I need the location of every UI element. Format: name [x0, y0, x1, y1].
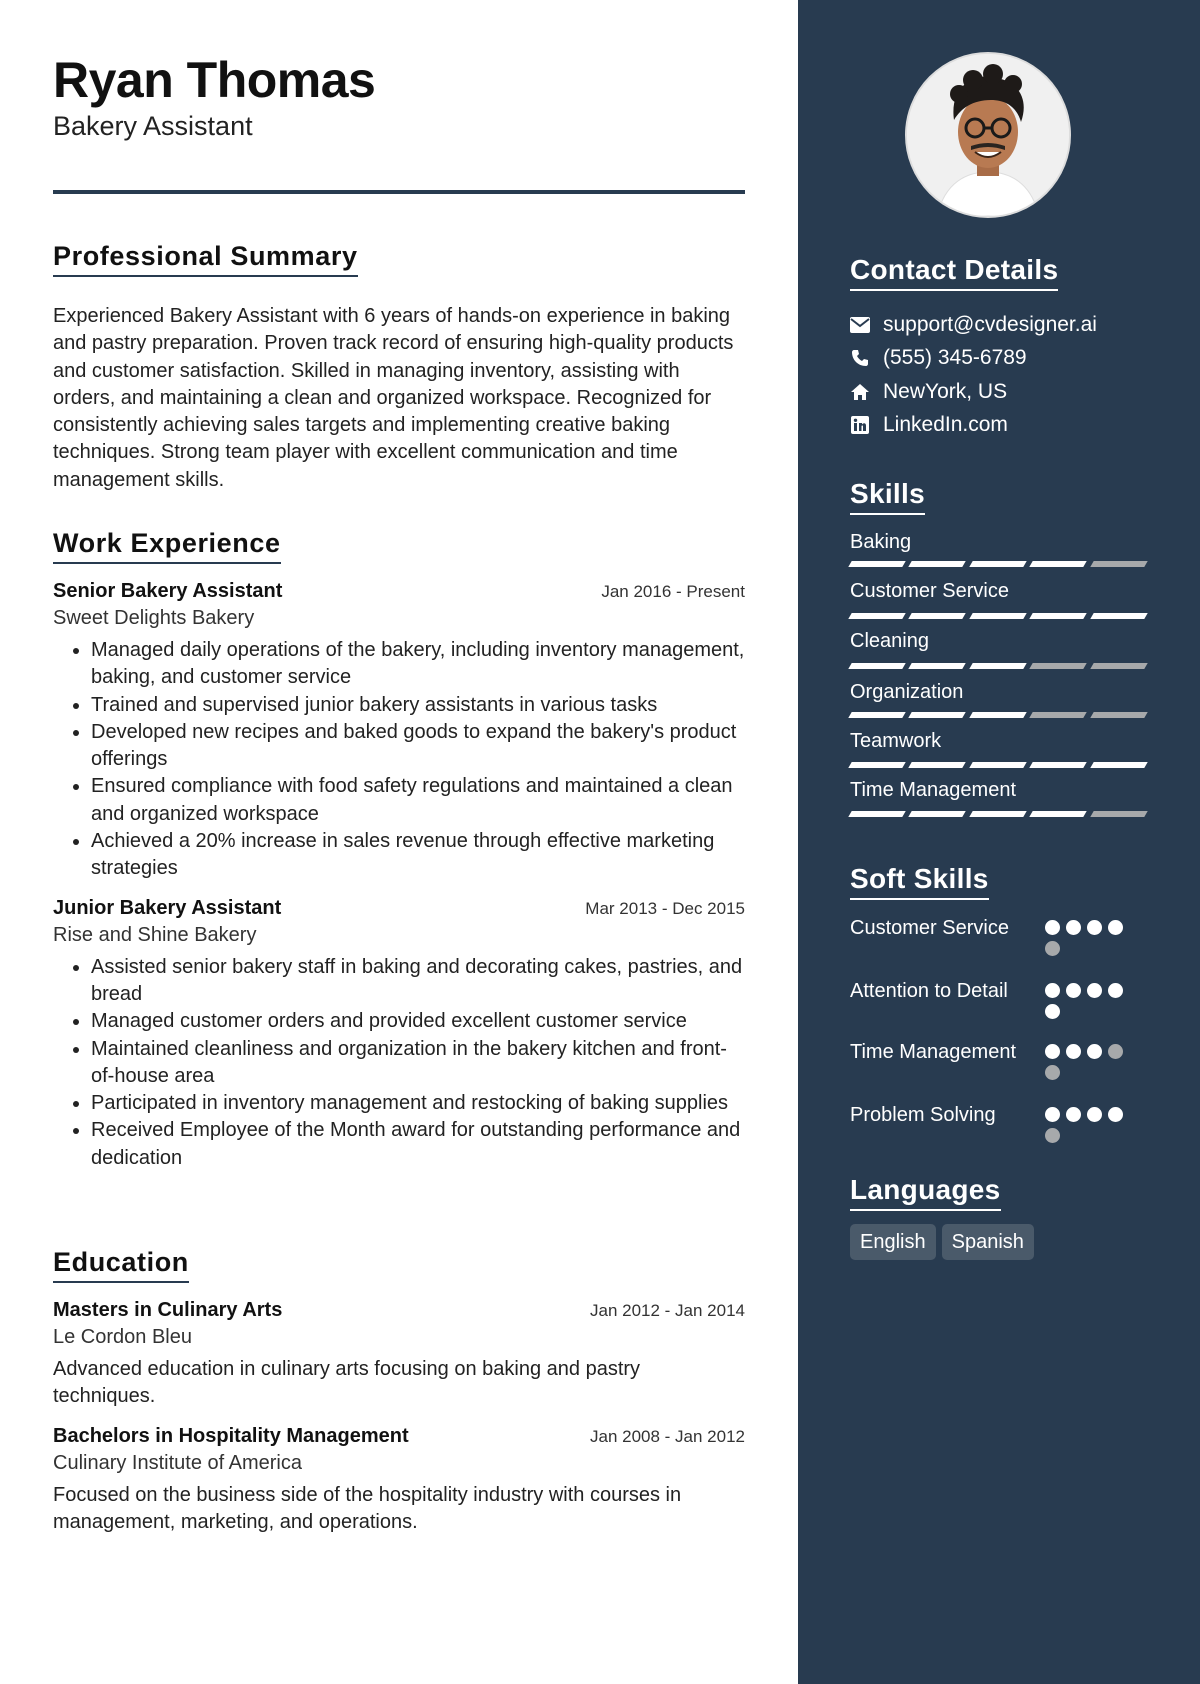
contact-location-text: NewYork, US: [883, 380, 1008, 403]
degree-title: Bachelors in Hospitality Management: [53, 1424, 409, 1447]
skill-level-segment: [1090, 762, 1148, 768]
skill-level-segment: [909, 613, 967, 619]
soft-skill-rating: [1045, 1044, 1129, 1080]
soft-skill-rating: [1045, 983, 1129, 1019]
skill-level-segment: [848, 613, 906, 619]
soft-skill-rating: [1045, 1107, 1129, 1143]
profile-photo: [905, 52, 1071, 218]
skill-level-segment: [969, 712, 1027, 718]
education-description: Advanced education in culinary arts focusing on baking and pastry techniques.: [53, 1358, 641, 1408]
skill-level-segment: [848, 663, 906, 669]
phone-icon: [850, 348, 870, 368]
rating-dot: [1087, 1044, 1102, 1059]
school-name: Le Cordon Bleu: [53, 1326, 192, 1348]
skill-bar: [850, 712, 1146, 722]
experience-title: Work Experience: [53, 527, 281, 564]
rating-dot: [1045, 1004, 1060, 1019]
job-title: Senior Bakery Assistant: [53, 580, 283, 602]
skill-name: Baking: [850, 531, 912, 553]
skill-level-segment: [1029, 811, 1087, 817]
skill-level-segment: [909, 712, 967, 718]
home-icon: [850, 382, 870, 402]
job-entry: [53, 895, 745, 1172]
contact-title: Contact Details: [850, 253, 1058, 291]
soft-skill-name: Time Management: [850, 1041, 1016, 1063]
skill-level-segment: [1029, 712, 1087, 718]
skill-name: Teamwork: [850, 730, 942, 752]
rating-dot: [1045, 1065, 1060, 1080]
language-tag: Spanish: [942, 1224, 1034, 1260]
job-bullet: • Assisted senior bakery staff in baking and decorating cakes, pastries, and bread: [91, 954, 745, 1009]
job-bullet: • Participated in inventory management and restocking of baking supplies: [91, 1090, 745, 1117]
soft-skill-rating: [1045, 920, 1129, 956]
skill-level-segment: [1029, 613, 1087, 619]
skill-level-segment: [848, 712, 906, 718]
skill-bar: [850, 811, 1146, 821]
skill-level-segment: [1029, 561, 1087, 567]
rating-dot: [1087, 920, 1102, 935]
job-company: Rise and Shine Bakery: [53, 923, 257, 946]
languages-list: [850, 1224, 1034, 1260]
rating-dot: [1045, 920, 1060, 935]
summary-text: Experienced Bakery Assistant with 6 years of hands-on experience in baking and pastry preparation. Proven track record of ensuring high-quality products and customer satisfaction. Skilled in managing inventory, assisting with orders, and maintaining a clean and organized workspace. Recognized for consistently achieving sales targets and implementing creative baking techniques. Strong team player with excellent communication and time management skills.: [53, 305, 734, 491]
rating-dot: [1045, 941, 1060, 956]
soft-skills-title: Soft Skills: [850, 862, 989, 900]
languages-title: Languages: [850, 1173, 1001, 1211]
rating-dot: [1108, 920, 1123, 935]
language-tag: English: [850, 1224, 936, 1260]
skill-name: Organization: [850, 681, 964, 703]
job-bullet: • Managed daily operations of the bakery, including inventory management, baking, and customer service: [91, 637, 745, 692]
soft-skill-name: Customer Service: [850, 917, 1009, 939]
job-bullet: • Received Employee of the Month award for outstanding performance and dedication: [91, 1117, 745, 1172]
skill-level-segment: [848, 811, 906, 817]
education-date: Jan 2008 - Jan 2012: [589, 1426, 745, 1446]
skill-level-segment: [909, 811, 967, 817]
contact-phone[interactable]: [850, 346, 1027, 370]
job-bullet: • Ensured compliance with food safety regulations and maintained a clean and organized workspace: [91, 773, 745, 828]
rating-dot: [1045, 1044, 1060, 1059]
skill-name: Customer Service: [850, 580, 1009, 602]
skill-level-segment: [969, 811, 1027, 817]
rating-dot: [1045, 1107, 1060, 1122]
skill-level-segment: [909, 663, 967, 669]
rating-dot: [1108, 1044, 1123, 1059]
skill-bar: [850, 561, 1146, 571]
education-title: Education: [53, 1246, 189, 1283]
skill-level-segment: [969, 561, 1027, 567]
rating-dot: [1066, 1044, 1081, 1059]
linkedin-icon: [850, 415, 870, 435]
envelope-icon: [850, 315, 870, 335]
summary-title: Professional Summary: [53, 240, 358, 277]
contact-linkedin-text: LinkedIn.com: [883, 413, 1008, 436]
contact-linkedin[interactable]: [850, 413, 1008, 437]
job-bullet: • Developed new recipes and baked goods to expand the bakery's product offerings: [91, 719, 745, 774]
job-bullet: • Managed customer orders and provided excellent customer service: [91, 1008, 745, 1035]
skill-level-segment: [1029, 663, 1087, 669]
rating-dot: [1066, 983, 1081, 998]
skill-level-segment: [1090, 613, 1148, 619]
rating-dot: [1045, 983, 1060, 998]
skill-level-segment: [969, 762, 1027, 768]
skill-level-segment: [1090, 561, 1148, 567]
contact-phone-text: (555) 345-6789: [883, 346, 1027, 369]
education-date: Jan 2012 - Jan 2014: [589, 1301, 745, 1320]
job-entry: [53, 578, 745, 883]
skill-level-segment: [969, 613, 1027, 619]
skill-level-segment: [848, 561, 906, 567]
experience-section: [53, 527, 745, 1172]
job-company: Sweet Delights Bakery: [53, 607, 255, 629]
education-entry: [53, 1297, 745, 1411]
skill-level-segment: [909, 762, 967, 768]
job-date: Jan 2016 - Present: [601, 582, 745, 601]
soft-skill-name: Problem Solving: [850, 1104, 996, 1126]
rating-dot: [1066, 920, 1081, 935]
soft-skill-name: Attention to Detail: [850, 980, 1008, 1002]
skill-level-segment: [969, 663, 1027, 669]
job-bullets: [53, 637, 745, 883]
contact-email-text: support@cvdesigner.ai: [883, 313, 1097, 336]
education-entry: [53, 1423, 745, 1537]
job-title: Junior Bakery Assistant: [53, 896, 282, 919]
candidate-name: Ryan Thomas: [53, 52, 376, 108]
summary-section: [53, 240, 745, 494]
job-bullet: • Maintained cleanliness and organization in the bakery kitchen and front-of-house area: [91, 1036, 745, 1091]
rating-dot: [1087, 983, 1102, 998]
job-date: Mar 2013 - Dec 2015: [585, 898, 745, 918]
skill-name: Cleaning: [850, 630, 929, 652]
skill-level-segment: [1029, 762, 1087, 768]
job-bullet: • Trained and supervised junior bakery assistants in various tasks: [91, 692, 745, 719]
school-name: Culinary Institute of America: [53, 1451, 302, 1474]
skill-level-segment: [1090, 712, 1148, 718]
skill-name: Time Management: [850, 779, 1016, 801]
skill-level-segment: [1090, 663, 1148, 669]
skill-level-segment: [909, 561, 967, 567]
degree-title: Masters in Culinary Arts: [53, 1299, 283, 1321]
header-divider: [53, 190, 745, 194]
rating-dot: [1045, 1128, 1060, 1143]
rating-dot: [1108, 983, 1123, 998]
skills-title: Skills: [850, 477, 925, 515]
skill-bar: [850, 613, 1146, 623]
education-section: [53, 1246, 745, 1536]
contact-location: [850, 380, 1007, 404]
avatar-illustration: [907, 54, 1069, 216]
skill-level-segment: [1090, 811, 1148, 817]
rating-dot: [1108, 1107, 1123, 1122]
skill-bar: [850, 762, 1146, 772]
rating-dot: [1087, 1107, 1102, 1122]
job-bullets: [53, 954, 745, 1172]
rating-dot: [1066, 1107, 1081, 1122]
skill-level-segment: [848, 762, 906, 768]
contact-email[interactable]: [850, 313, 1097, 337]
job-bullet: • Achieved a 20% increase in sales revenue through effective marketing strategies: [91, 828, 745, 883]
skill-bar: [850, 663, 1146, 673]
candidate-role: Bakery Assistant: [53, 111, 253, 141]
education-description: Focused on the business side of the hospitality industry with courses in management, marketing, and operations.: [53, 1483, 682, 1533]
